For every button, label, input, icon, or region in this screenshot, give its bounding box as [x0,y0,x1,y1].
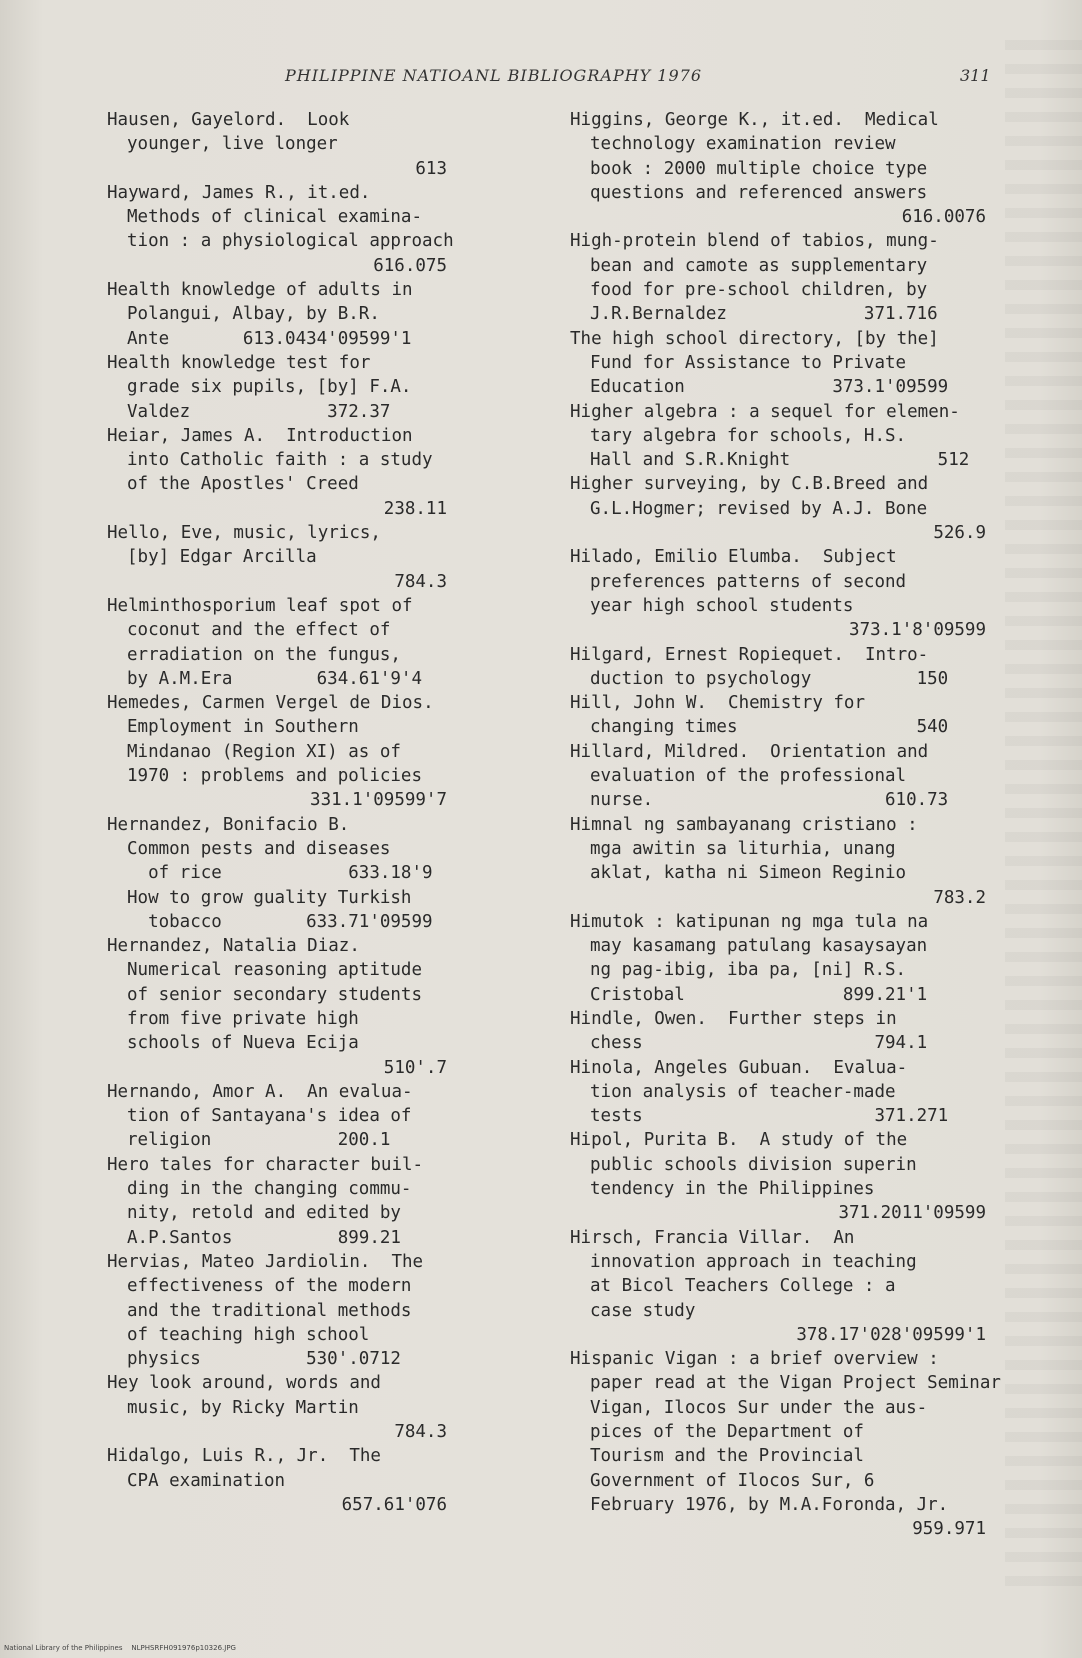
bibliography-entry [107,424,487,521]
running-header: PHILIPPINE NATIOANL BIBLIOGRAPHY 1976 [285,66,703,85]
entry-line: public schools division superin [590,1154,917,1175]
classification-number: 378.17'028'09599'1 [796,1324,986,1345]
entry-heading: High-protein blend of tabios, mung- [570,231,939,252]
bibliography-entry [570,327,990,400]
classification-number: 613 [415,158,447,179]
entry-heading: Hemedes, Carmen Vergel de Dios. [107,693,434,714]
entry-heading: Hillard, Mildred. Orientation and [570,741,929,762]
entry-line: music, by Ricky Martin [127,1397,359,1418]
entry-line: tobacco 633.71'09599 [127,911,433,932]
classification-number: 616.075 [373,255,447,276]
entry-line: Hall and S.R.Knight 512 [590,450,970,471]
entry-line: schools of Nueva Ecija [127,1033,359,1054]
entry-line: Mindanao (Region XI) as of [127,741,401,762]
entry-line: G.L.Hogmer; revised by A.J. Bone [590,498,928,519]
bibliography-entry [107,278,487,351]
page-number: 311 [960,66,991,85]
classification-number: 959.971 [912,1519,986,1540]
entry-line: at Bicol Teachers College : a [590,1276,896,1297]
entry-line: tion : a physiological approach [127,231,454,252]
entry-heading: Heiar, James A. Introduction [107,425,413,446]
classification-number: 616.0076 [901,207,986,228]
entry-heading: Health knowledge of adults in [107,280,413,301]
entry-line: Employment in Southern [127,717,359,738]
entry-line: case study [590,1300,696,1321]
bibliography-entry [570,643,990,692]
entry-heading: Hipol, Purita B. A study of the [570,1130,908,1151]
bibliography-entry [570,1226,990,1347]
entry-line: may kasamang patulang kasaysayan [590,936,928,957]
bibliography-entry [570,229,990,326]
entry-line: technology examination review [590,134,896,155]
entry-line: of senior secondary students [127,984,423,1005]
entry-line: Common pests and diseases [127,838,391,859]
bibliography-entry [570,910,990,1007]
entry-line: changing times 540 [590,717,949,738]
entry-line: CPA examination [127,1470,286,1491]
bibliography-entry [570,1128,990,1225]
entry-line: food for pre-school children, by [590,280,928,301]
bibliography-entry [570,813,990,910]
entry-line: Methods of clinical examina- [127,207,423,228]
entry-line: Valdez 372.37 [127,401,391,422]
entry-heading: Higher surveying, by C.B.Breed and [570,474,929,495]
entry-line: aklat, katha ni Simeon Reginio [590,863,907,884]
entry-line: Tourism and the Provincial [590,1446,864,1467]
bibliography-entry [107,521,487,594]
entry-line: tion of Santayana's idea of [127,1106,412,1127]
entry-heading: Hirsch, Francia Villar. An [570,1227,855,1248]
bibliography-entry [107,1250,487,1371]
bibliography-entry [570,691,990,740]
entry-line: Vigan, Ilocos Sur under the aus- [590,1397,928,1418]
bibliography-entry [107,1371,487,1444]
classification-number: 510'.7 [383,1057,447,1078]
classification-number: 657.61'076 [341,1494,447,1515]
classification-number: 373.1'8'09599 [849,620,986,641]
bibliography-entry [107,1080,487,1153]
bibliography-entry [570,1007,990,1056]
entry-line: 1970 : problems and policies [127,766,423,787]
entry-heading: Hervias, Mateo Jardiolin. The [107,1251,424,1272]
entry-heading: Hello, Eve, music, lyrics, [107,523,381,544]
bibliography-entry [570,1056,990,1129]
entry-line: A.P.Santos 899.21 [127,1227,401,1248]
entry-line: duction to psychology 150 [590,668,949,689]
entry-line: effectiveness of the modern [127,1276,412,1297]
bibliography-entry [570,108,990,229]
entry-line: Government of Ilocos Sur, 6 [590,1470,875,1491]
entry-line: year high school students [590,595,854,616]
bibliography-entry [570,545,990,642]
entry-line: tendency in the Philippines [590,1179,875,1200]
entry-line: tary algebra for schools, H.S. [590,425,907,446]
bibliography-entry [107,181,487,278]
entry-heading: Hindle, Owen. Further steps in [570,1008,897,1029]
entry-line: of teaching high school [127,1324,370,1345]
entry-line: from five private high [127,1008,359,1029]
entry-line: Education 373.1'09599 [590,377,949,398]
bibliography-entry [107,1153,487,1250]
classification-number: 783.2 [933,887,986,908]
entry-heading: Hayward, James R., it.ed. [107,182,371,203]
entry-heading: Hernandez, Bonifacio B. [107,814,350,835]
bibliography-entry [107,108,487,181]
entry-line: J.R.Bernaldez 371.716 [590,304,938,325]
entry-heading: Hero tales for character buil- [107,1154,424,1175]
entry-heading: Himutok : katipunan ng mga tula na [570,911,929,932]
bibliography-entry [570,472,990,545]
entry-heading: Hey look around, words and [107,1373,381,1394]
entry-heading: Helminthosporium leaf spot of [107,595,413,616]
scan-footer: National Library of the Philippines NLPHSRFH091976p10326.JPG [4,1644,236,1652]
bibliography-entry [570,740,990,813]
entry-line: ding in the changing commu- [127,1179,412,1200]
entry-line: Ante 613.0434'09599'1 [127,328,412,349]
entry-heading: Hill, John W. Chemistry for [570,693,866,714]
entry-line: Cristobal 899.21'1 [590,984,928,1005]
entry-heading: Hinola, Angeles Gubuan. Evalua- [570,1057,908,1078]
bibliography-entry [570,1347,1001,1541]
entry-line: pices of the Department of [590,1422,864,1443]
entry-heading: Higgins, George K., it.ed. Medical [570,110,939,130]
entry-line: nurse. 610.73 [590,790,949,811]
entry-line: questions and referenced answers [590,182,928,203]
bibliography-entry [107,691,487,812]
entry-heading: Himnal ng sambayanang cristiano : [570,814,918,835]
entry-heading: The high school directory, [by the] [570,328,939,349]
entry-line: paper read at the Vigan Project Seminar [590,1373,1001,1394]
entry-line: of the Apostles' Creed [127,474,359,495]
entry-line: religion 200.1 [127,1130,391,1151]
bibliography-entry [107,813,487,934]
entry-line: ng pag-ibig, iba pa, [ni] R.S. [590,960,907,981]
entry-heading: Hidalgo, Luis R., Jr. The [107,1446,381,1467]
entry-line: of rice 633.18'9 [127,863,433,884]
entry-line: nity, retold and edited by [127,1203,401,1224]
entry-heading: Health knowledge test for [107,352,371,373]
entry-heading: Hispanic Vigan : a brief overview : [570,1349,939,1370]
entry-line: February 1976, by M.A.Foronda, Jr. [590,1494,949,1515]
classification-number: 331.1'09599'7 [310,790,447,811]
entry-line: physics 530'.0712 [127,1349,401,1370]
entry-line: younger, live longer [127,134,338,155]
classification-number: 526.9 [933,523,986,544]
classification-number: 371.2011'09599 [838,1203,986,1224]
bibliography-entry [107,351,487,424]
entry-line: [by] Edgar Arcilla [127,547,317,568]
entry-line: and the traditional methods [127,1300,412,1321]
entry-heading: Hernandez, Natalia Diaz. [107,936,360,957]
bibliography-entry [570,400,990,473]
entry-line: coconut and the effect of [127,620,391,641]
classification-number: 238.11 [383,498,447,519]
left-column [107,108,487,1517]
entry-line: by A.M.Era 634.61'9'4 [127,668,423,689]
entry-line: evaluation of the professional [590,766,907,787]
entry-line: tests 371.271 [590,1106,949,1127]
entry-line: into Catholic faith : a study [127,450,433,471]
entry-line: book : 2000 multiple choice type [590,158,928,179]
entry-line: tion analysis of teacher-made [590,1081,896,1102]
entry-line: chess 794.1 [590,1033,928,1054]
entry-heading: Hausen, Gayelord. Look [107,110,350,130]
entry-line: Fund for Assistance to Private [590,352,907,373]
bibliography-entry [107,594,487,691]
entry-line: bean and camote as supplementary [590,255,928,276]
entry-line: Polangui, Albay, by B.R. [127,304,380,325]
bleed-through-margin [1005,40,1082,1600]
entry-heading: Hernando, Amor A. An evalua- [107,1081,413,1102]
classification-number: 784.3 [394,571,447,592]
right-column [570,108,1001,1542]
entry-heading: Hilado, Emilio Elumba. Subject [570,547,897,568]
entry-line: mga awitin sa liturhia, unang [590,838,896,859]
entry-heading: Hilgard, Ernest Ropiequet. Intro- [570,644,929,665]
entry-heading: Higher algebra : a sequel for elemen- [570,401,960,422]
bibliography-entry [107,934,487,1080]
entry-line: innovation approach in teaching [590,1251,917,1272]
entry-line: erradiation on the fungus, [127,644,401,665]
entry-line: Numerical reasoning aptitude [127,960,423,981]
entry-line: How to grow guality Turkish [127,887,412,908]
classification-number: 784.3 [394,1422,447,1443]
bibliography-entry [107,1444,487,1517]
entry-line: grade six pupils, [by] F.A. [127,377,412,398]
entry-line: preferences patterns of second [590,571,907,592]
